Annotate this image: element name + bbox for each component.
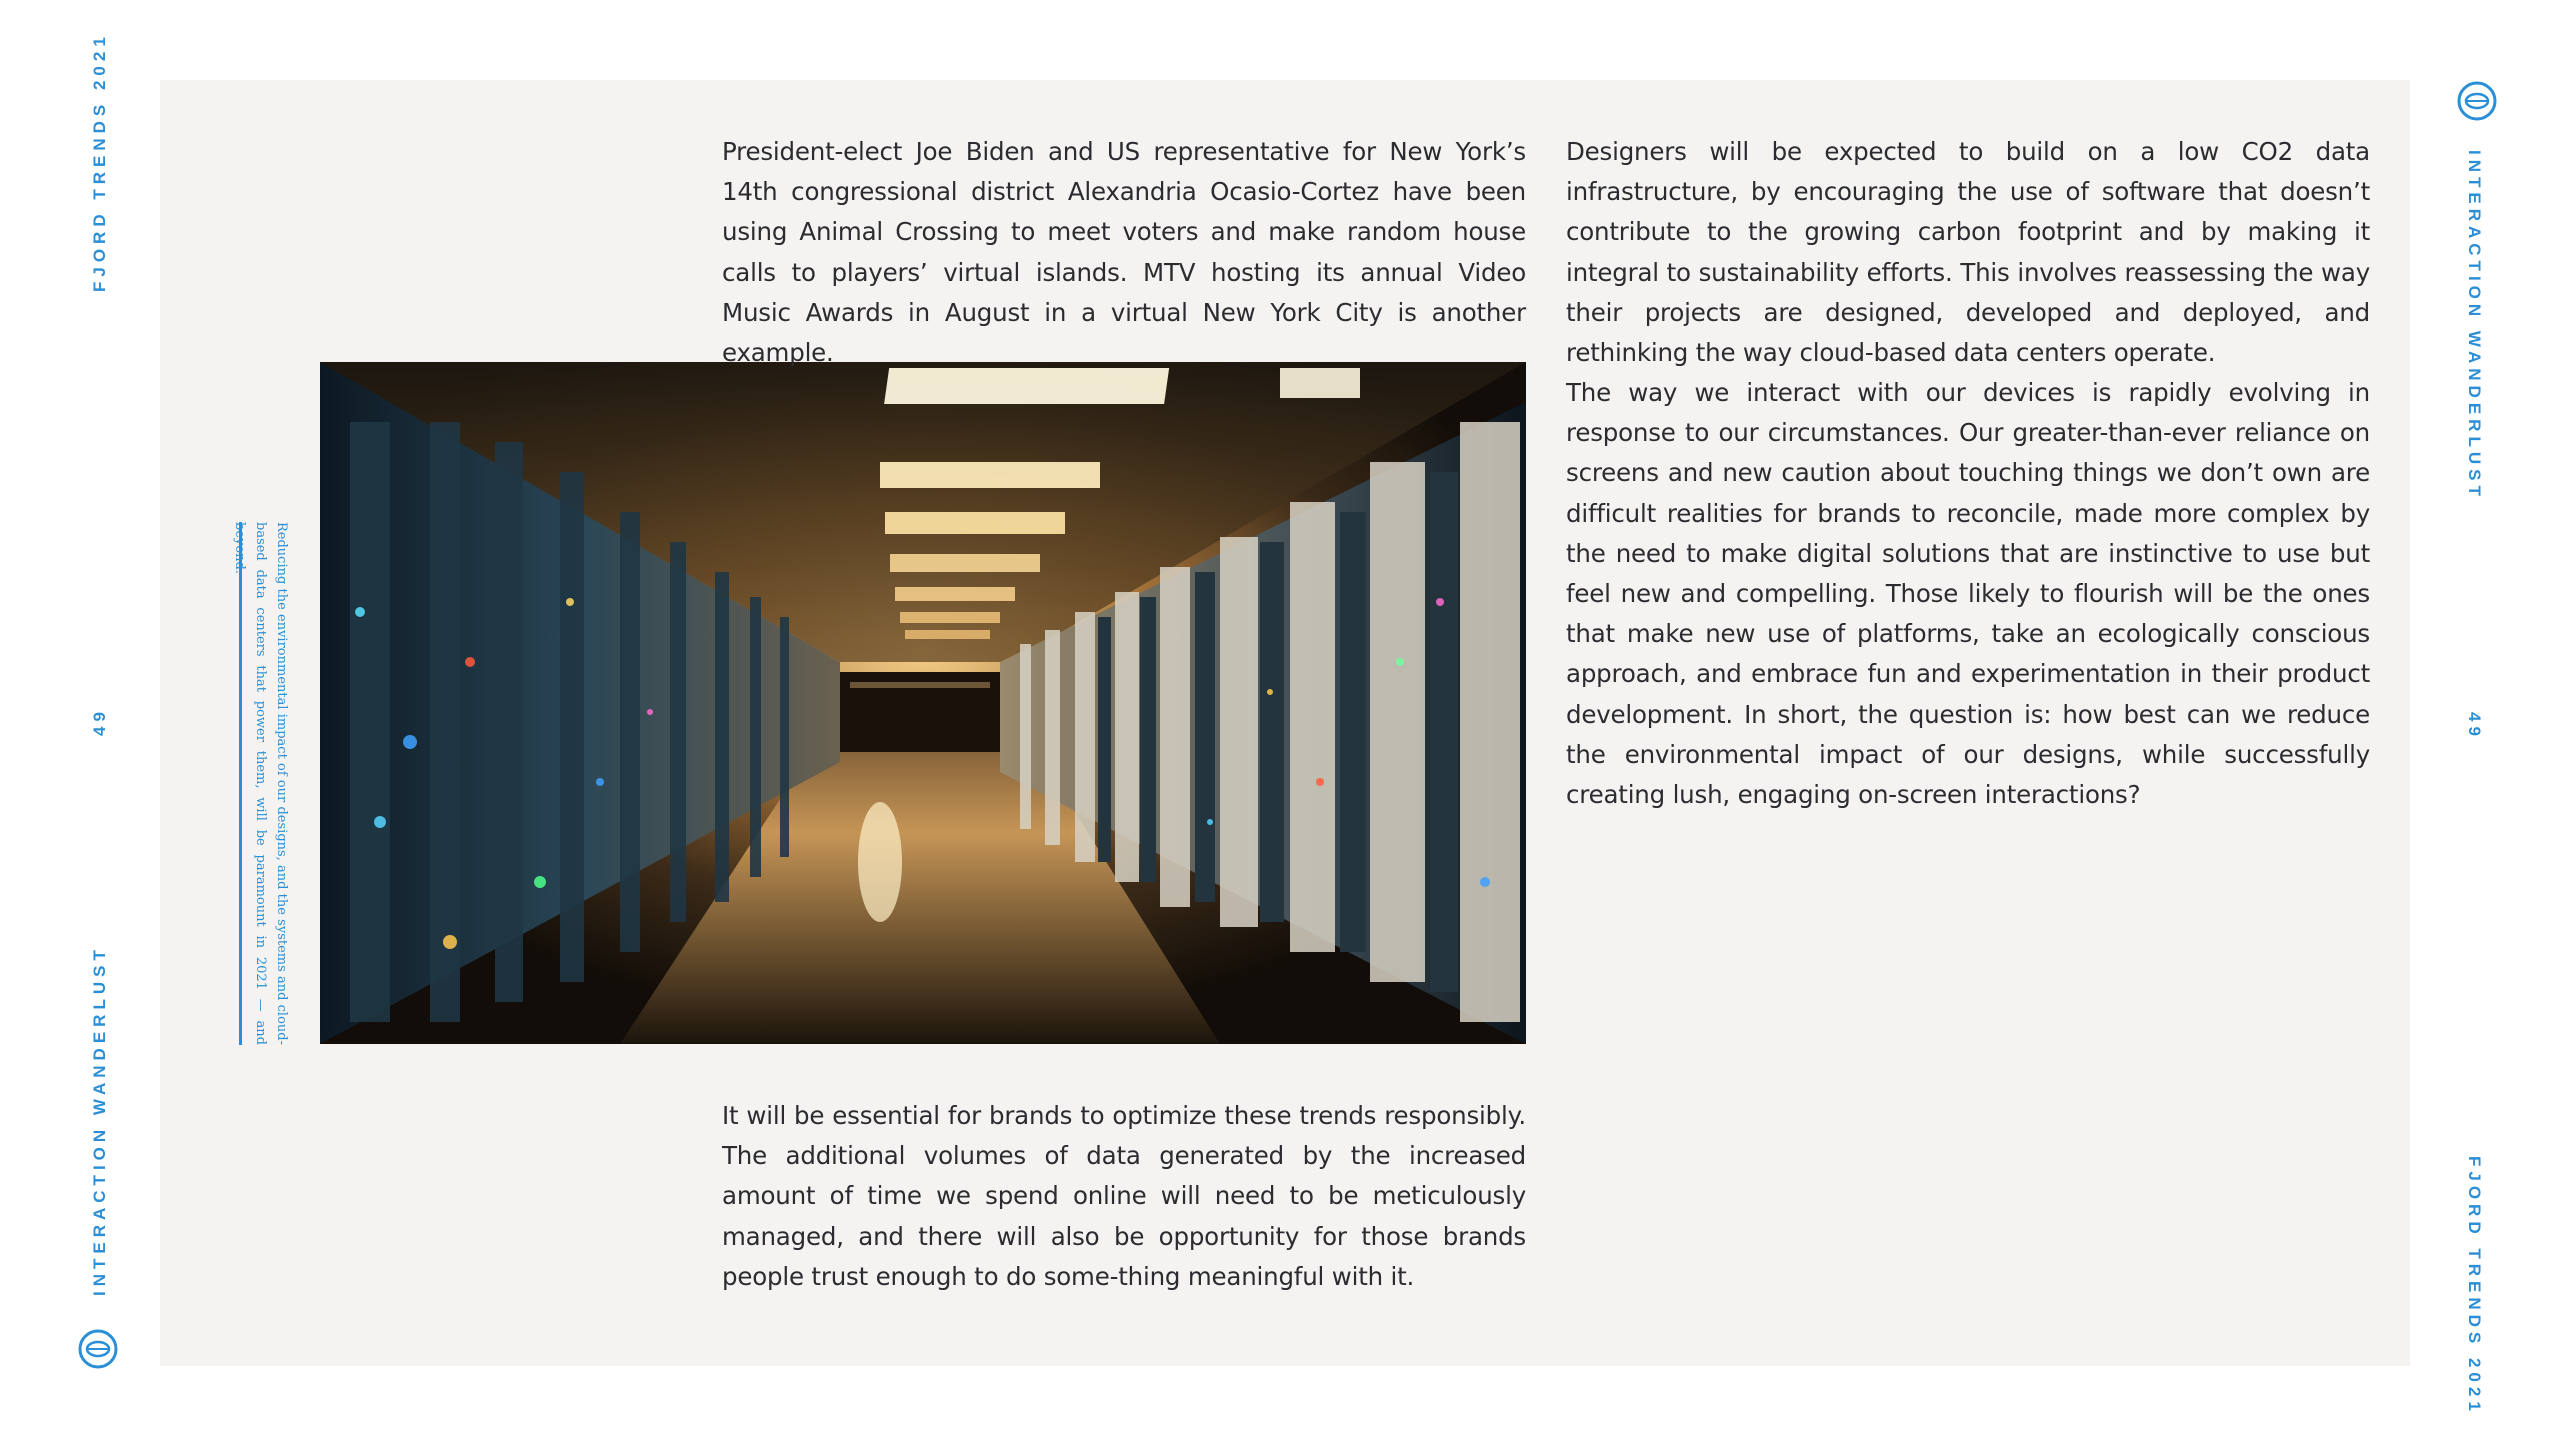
page-number-right: 49	[2465, 712, 2484, 741]
right-column-paragraph-2: The way we interact with our devices is rapidly evolving in response to our circumstances. Our greater-than-ever reliance on screens and new caution about touching things we don’t own are difficult realities for brands to reconcile, made more complex by the need to make digital solutions that are instinctive to use but feel new and compelling. Those likely to flourish will be the ones that make new use of platforms, take an ecologically conscious approach, and embrace fun and experimentation in their product development. In short, the question is: how best can we reduce the environmental impact of our designs, while successfully creating lush, engaging on-screen interactions?	[1566, 378, 2370, 810]
fjord-logo-icon-right	[2456, 80, 2498, 122]
left-column-paragraph-2: It will be essential for brands to optimize these trends responsibly. The additional volumes of data generated by the increased amount of time we spend online will need to be meticulously managed, and there will also be opportunity for those brands people trust enough to do some-thing meaningful with it.	[722, 1101, 1526, 1291]
margin-label-fjord-trends-right: FJORD TRENDS 2021	[2465, 1156, 2484, 1416]
image-caption: Reducing the environmental impact of our designs, and the systems and cloud-based data centers that power them, will be paramount in 2021 — and beyond.	[232, 522, 289, 1045]
fjord-logo-icon	[77, 1328, 119, 1370]
margin-label-interaction-wanderlust-right: INTERACTION WANDERLUST	[2465, 150, 2484, 501]
margin-label-fjord-trends-left: FJORD TRENDS 2021	[90, 32, 109, 292]
left-column-paragraph-1: President-elect Joe Biden and US representative for New York’s 14th congressional district Alexandria Ocasio-Cortez have been using Animal Crossing to meet voters and make random house calls to players’ virtual islands. MTV hosting its annual Video Music Awards in August in a virtual New York City is another example.	[722, 137, 1526, 368]
server-room-photo	[320, 362, 1526, 1044]
right-column-paragraph-1: Designers will be expected to build on a low CO2 data infrastructure, by encouraging the use of software that doesn’t contribute to the growing carbon footprint and by making it integral to sustainability efforts. This involves reassessing the way their projects are designed, developed and deployed, and rethinking the way cloud-based data centers operate.	[1566, 137, 2370, 368]
page-number-left: 49	[90, 707, 109, 736]
margin-label-interaction-wanderlust-left: INTERACTION WANDERLUST	[90, 945, 109, 1296]
